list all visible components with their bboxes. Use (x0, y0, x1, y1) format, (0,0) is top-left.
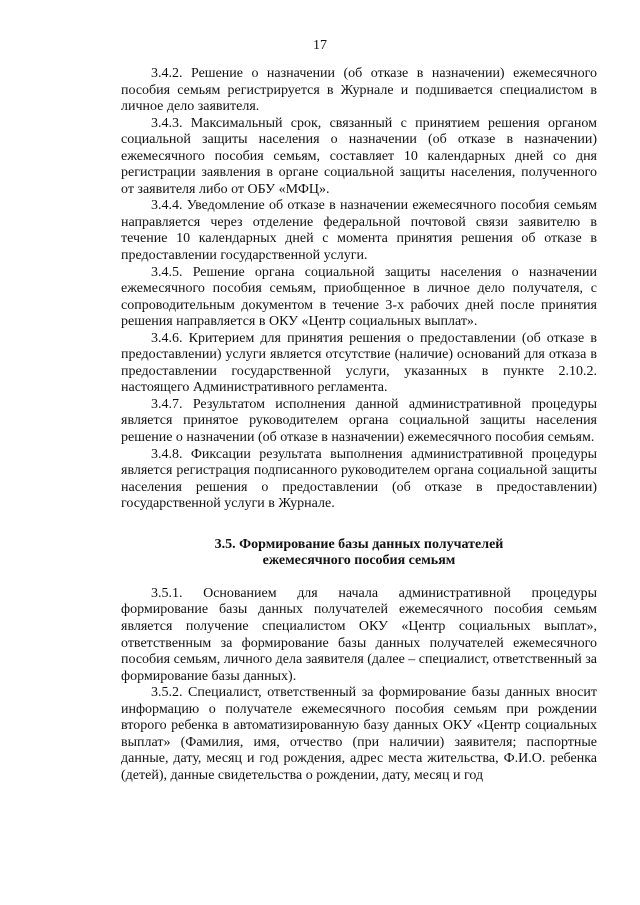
section-heading-3-5 (121, 537, 597, 570)
paragraph-3-4-2: 3.4.2. Решение о назначении (об отказе в назначении) ежемесячного пособия семьям регистрируется в Журнале и подшивается специалистом в личное дело заявителя. (121, 66, 597, 115)
paragraph-3-4-6: 3.4.6. Критерием для принятия решения о предоставлении (об отказе в предоставлении) услуги является отсутствие (наличие) оснований для отказа в предоставлении государственной услуги, указанных в пункте 2.10.2. настоящего Административного регламента. (121, 330, 597, 396)
document-body (121, 66, 597, 784)
paragraph-3-5-1: 3.5.1. Основанием для начала административной процедуры формирование базы данных получателей ежемесячного пособия семьям является получение специалистом ОКУ «Центр социальных выплат», ответственным за формирование базы данных получателей ежемесячного пособия семьям, личного дела заявителя (далее – специалист, ответственный за формирование базы данных). (121, 585, 597, 684)
section-heading-line-2: ежемесячного пособия семьям (262, 553, 456, 569)
paragraph-3-4-5: 3.4.5. Решение органа социальной защиты населения о назначении ежемесячного пособия семьям, приобщенное в личное дело получателя, с сопроводительным документом в течение 3-х рабочих дней после принятия решения направляется в ОКУ «Центр социальных выплат». (121, 264, 597, 330)
paragraph-3-4-4: 3.4.4. Уведомление об отказе в назначении ежемесячного пособия семьям направляется через отделение федеральной почтовой связи заявителю в течение 10 календарных дней с момента принятия решения об отказе в предоставлении государственной услуги. (121, 198, 597, 264)
paragraph-3-4-8: 3.4.8. Фиксации результата выполнения административной процедуры является регистрация подписанного руководителем органа социальной защиты населения решения о предоставлении (об отказе в предоставлении) государственной услуги в Журнале. (121, 446, 597, 512)
paragraph-3-4-7: 3.4.7. Результатом исполнения данной административной процедуры является принятое руководителем органа социальной защиты населения решение о назначении (об отказе в назначении) ежемесячного пособия семьям. (121, 396, 597, 446)
paragraph-3-4-3: 3.4.3. Максимальный срок, связанный с принятием решения органом социальной защиты населения о назначении (об отказе в назначении) ежемесячного пособия семьям, составляет 10 календарных дней со дня регистрации заявления в органе социальной защиты населения, полученного от заявителя либо от ОБУ «МФЦ». (121, 115, 597, 197)
page-number: 17 (313, 38, 327, 53)
paragraph-3-5-2: 3.5.2. Специалист, ответственный за формирование базы данных вносит информацию о получателе ежемесячного пособия семьям при рождении второго ребенка в автоматизированную базу данных ОКУ «Центр социальных выплат» (Фамилия, имя, отчество (при наличии) заявителя; паспортные данные, дату, месяц и год рождения, адрес места жительства, Ф.И.О. ребенка (детей), данные свидетельства о рождении, дату, месяц и год (121, 685, 597, 783)
section-heading-line-1: 3.5. Формирование базы данных получателей (214, 536, 504, 552)
